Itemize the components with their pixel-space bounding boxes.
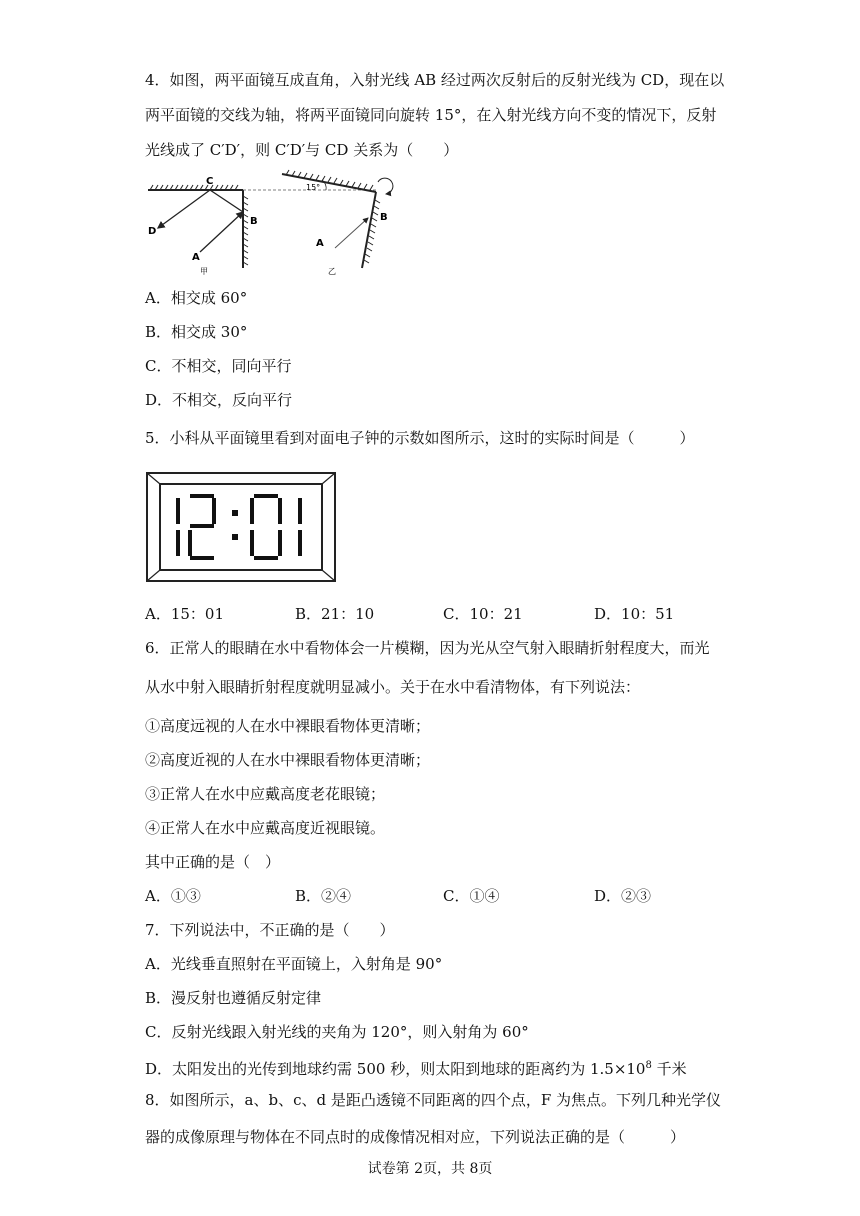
q4-option-d: D．不相交，反向平行: [145, 391, 293, 409]
right-vertical-mirror: [362, 192, 380, 268]
fig-label-d: D: [148, 226, 157, 237]
q7-option-d-text: D．太阳发出的光传到地球约需 500 秒，则太阳到地球的距离约为 1.5×10: [145, 1060, 646, 1078]
q6-option-a: A．①③: [145, 887, 201, 905]
left-vertical-mirror: [243, 190, 248, 268]
q7-option-d: [145, 1056, 687, 1079]
rotation-arrow-icon: [378, 178, 393, 194]
q4-stem-line-2: 两平面镜的交线为轴，将两平面镜同向旋转 15°，在入射光线方向不变的情况下，反射: [145, 106, 717, 124]
q5-option-d: D．10：51: [594, 605, 675, 623]
q5-option-b: B．21：10: [295, 605, 375, 623]
q6-question: 其中正确的是（ ）: [145, 853, 281, 871]
fig-label-a-right: A: [316, 238, 324, 249]
q6-option-c: C．①④: [443, 887, 500, 905]
q4-option-b: B．相交成 30°: [145, 323, 248, 341]
page-footer: 试卷第 2页，共 8页: [367, 1161, 493, 1177]
q4-stem-line-1: 4．如图，两平面镜互成直角，入射光线 AB 经过两次反射后的反射光线为 CD，现在以: [145, 71, 725, 89]
q7-option-d-unit: 千米: [651, 1060, 687, 1078]
left-horizontal-mirror: [148, 185, 243, 190]
q4-option-c: C．不相交，同向平行: [145, 357, 292, 375]
q6-statement-1: ①高度远视的人在水中裸眼看物体更清晰；: [145, 717, 431, 735]
fig-caption-right: 乙: [328, 267, 336, 276]
left-light-rays: [158, 190, 243, 252]
q6-stem-line-1: 6．正常人的眼睛在水中看物体会一片模糊，因为光从空气射入眼睛折射程度大，而光: [145, 639, 710, 657]
q6-stem-line-2: 从水中射入眼睛折射程度就明显减小。关于在水中看清物体，有下列说法：: [145, 678, 641, 696]
q8-stem-line-2: 器的成像原理与物体在不同点时的成像情况相对应，下列说法正确的是（ ）: [145, 1128, 686, 1146]
fig-label-15deg: 15°: [306, 183, 321, 192]
fig-label-a: A: [192, 252, 200, 263]
q5-option-c: C．10：21: [443, 605, 523, 623]
q7-option-c: C．反射光线跟入射光线的夹角为 120°，则入射角为 60°: [145, 1023, 529, 1041]
fig-label-b: B: [250, 216, 258, 227]
fig-label-b-right: B: [380, 212, 388, 223]
q6-statement-3: ③正常人在水中应戴高度老花眼镜；: [145, 785, 386, 803]
q4-option-a: A．相交成 60°: [145, 289, 248, 307]
fig-caption-left: 甲: [200, 267, 208, 276]
q6-statement-4: ④正常人在水中应戴高度近视眼镜。: [145, 819, 386, 837]
q7-stem: 7．下列说法中，不正确的是（ ）: [145, 921, 395, 939]
q5-option-a: A．15：01: [145, 605, 225, 623]
q4-stem-line-3: 光线成了 C′D′，则 C′D′与 CD 关系为（ ）: [145, 141, 459, 159]
q6-option-b: B．②④: [295, 887, 352, 905]
q6-option-d: D．②③: [594, 887, 652, 905]
q7-option-b: B．漫反射也遵循反射定律: [145, 989, 322, 1007]
mirrored-clock-image: [146, 472, 336, 582]
q7-option-d-exponent: 8: [645, 1060, 652, 1071]
q8-stem-line-1: 8．如图所示，a、b、c、d 是距凸透镜不同距离的四个点，F 为焦点。下列几种光学仪: [145, 1091, 722, 1109]
right-incident-ray: [335, 218, 368, 248]
q4-mirror-figure: [140, 168, 410, 278]
right-tilted-mirror: [282, 170, 376, 192]
q5-stem: 5．小科从平面镜里看到对面电子钟的示数如图所示，这时的实际时间是（ ）: [145, 429, 695, 447]
q7-option-a: A．光线垂直照射在平面镜上，入射角是 90°: [145, 955, 443, 973]
q6-statement-2: ②高度近视的人在水中裸眼看物体更清晰；: [145, 751, 431, 769]
fig-label-c: C: [206, 176, 214, 187]
